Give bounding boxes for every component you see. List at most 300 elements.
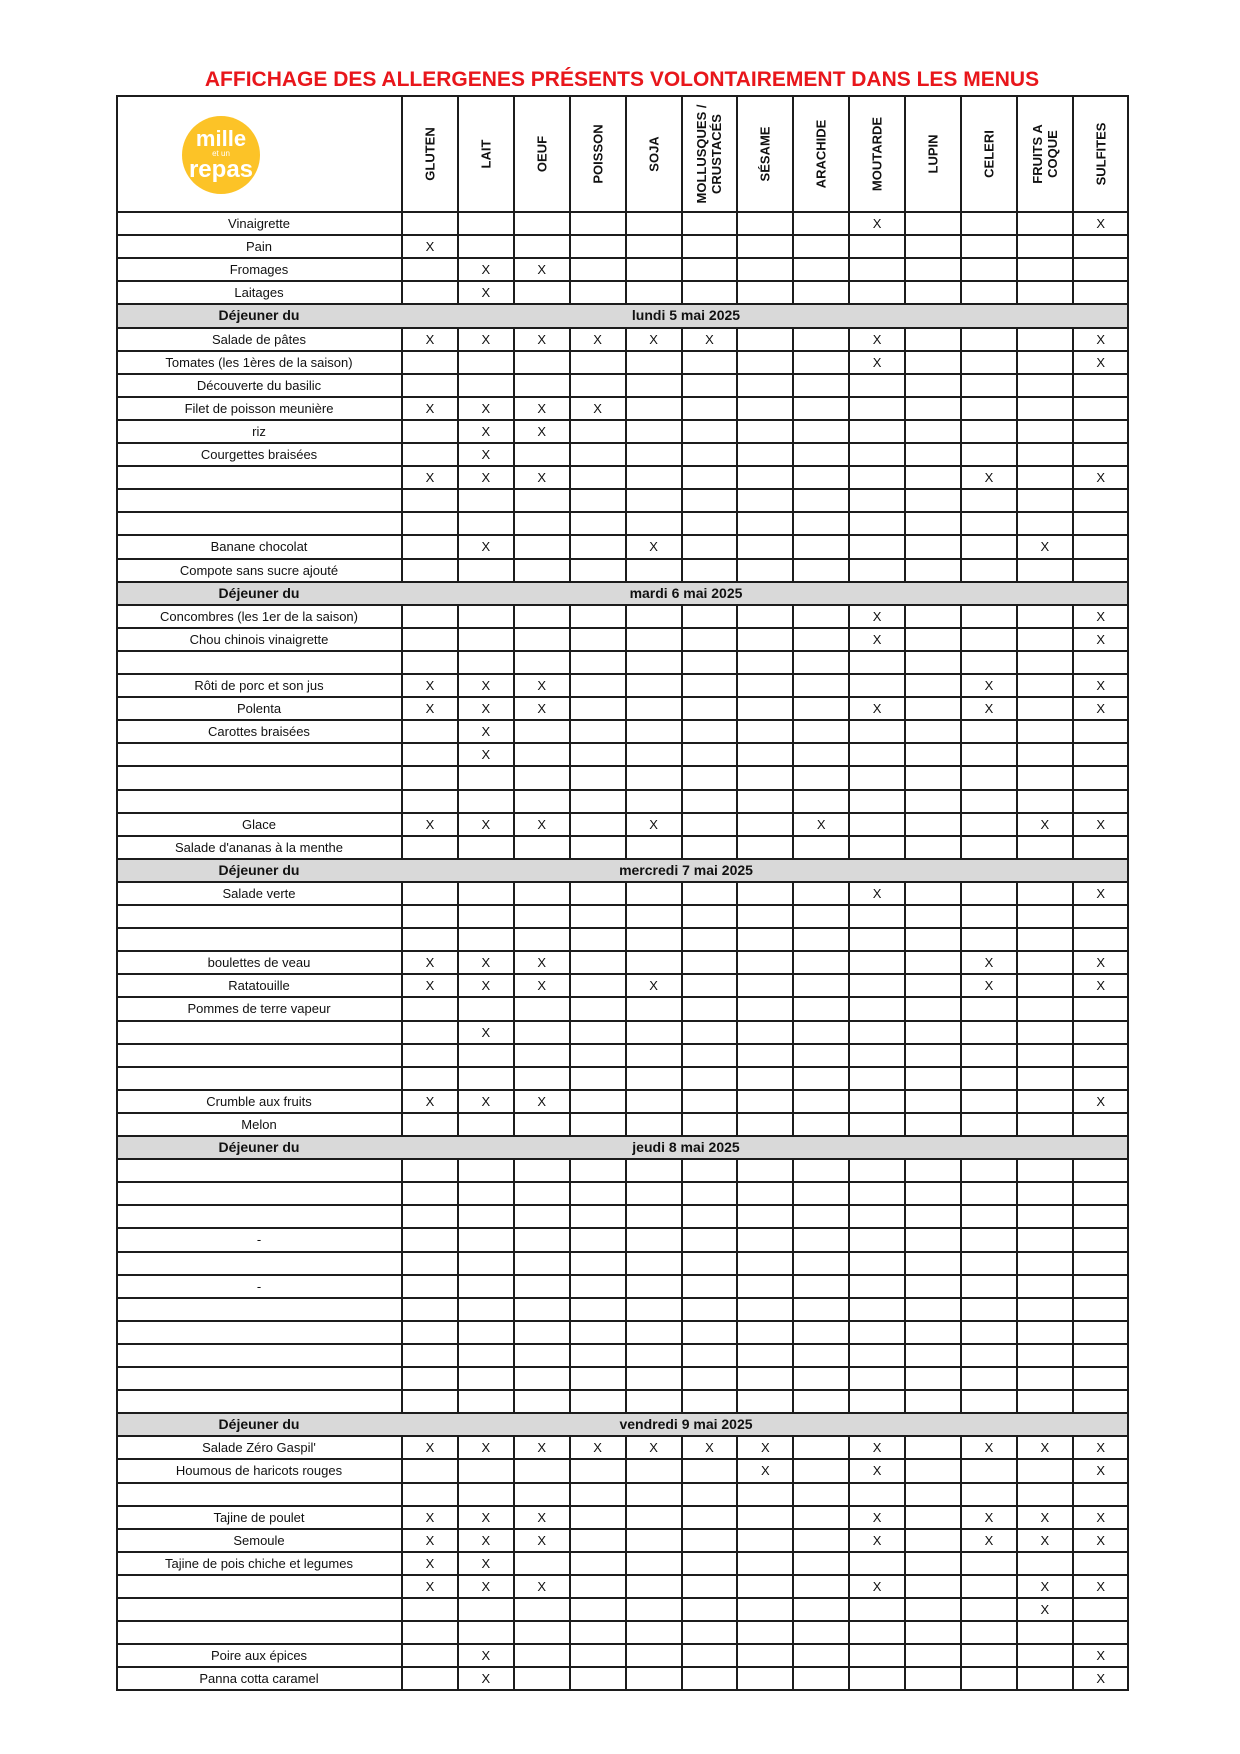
allergen-mark: X <box>1096 631 1106 647</box>
dish-name: Ratatouille <box>228 978 290 994</box>
allergen-mark: X <box>537 816 547 832</box>
day-separator-label: Déjeuner du <box>218 584 300 601</box>
dish-name <box>116 790 402 813</box>
day-separator-label: Déjeuner du <box>218 1416 300 1433</box>
grid-line-v <box>1072 96 1074 304</box>
grid-line-v <box>401 882 403 1136</box>
allergen-mark: X <box>593 331 602 347</box>
grid-line-h <box>116 1043 1129 1045</box>
grid-line-h <box>116 927 1129 929</box>
allergen-mark: X <box>1096 1671 1106 1687</box>
allergen-mark: X <box>481 447 491 462</box>
grid-line-h <box>116 211 1129 213</box>
grid-line-v <box>904 1436 906 1690</box>
allergen-mark: X <box>537 701 547 717</box>
grid-line-v <box>401 1436 403 1690</box>
grid-line-h <box>116 904 1129 906</box>
grid-line-v <box>625 605 627 859</box>
allergen-mark: X <box>1040 1578 1050 1594</box>
grid-line-v <box>904 605 906 859</box>
dish-name: Melon <box>241 1116 277 1132</box>
dish-name <box>116 1205 402 1228</box>
grid-line-v <box>792 328 794 582</box>
allergen-mark: X <box>761 1440 770 1456</box>
allergen-mark: X <box>537 1093 547 1109</box>
grid-line-v <box>792 1436 794 1690</box>
day-separator-label: Déjeuner du <box>218 861 300 878</box>
allergen-mark: X <box>1096 1578 1106 1594</box>
grid-line-h <box>116 1320 1129 1322</box>
grid-line-v <box>960 605 962 859</box>
day-separator-date: mardi 6 mai 2025 <box>629 584 743 601</box>
dish-name: Compote sans sucre ajouté <box>179 562 339 578</box>
allergen-header-label: ARACHIDE <box>813 119 829 189</box>
grid-line-h <box>116 881 1129 883</box>
dish-name: Banane chocolat <box>210 539 308 555</box>
dish-name: Houmous de haricots rouges <box>175 1463 343 1479</box>
allergen-mark: X <box>649 978 658 994</box>
allergen-mark: X <box>481 678 491 693</box>
grid-line-h <box>116 1181 1129 1183</box>
allergen-mark: X <box>1040 539 1050 555</box>
allergen-mark: X <box>537 331 547 347</box>
allergen-mark: X <box>481 1024 491 1040</box>
dish-name: Fromages <box>229 262 289 278</box>
allergen-header-label: FRUITS A COQUE <box>1029 124 1060 184</box>
allergen-mark: X <box>481 1440 491 1456</box>
day-separator-date: vendredi 9 mai 2025 <box>619 1416 753 1433</box>
allergen-mark: X <box>761 1463 770 1479</box>
allergen-header <box>793 96 849 212</box>
allergen-mark: X <box>425 470 435 486</box>
grid-line-v <box>569 1436 571 1690</box>
allergen-header-label: OEUF <box>534 135 550 173</box>
grid-line-h <box>116 1412 1129 1414</box>
grid-line-v <box>457 605 459 859</box>
grid-line-v <box>569 328 571 582</box>
allergen-mark: X <box>872 1532 882 1548</box>
allergen-mark: X <box>537 1440 547 1456</box>
allergen-mark: X <box>481 423 491 439</box>
allergen-mark: X <box>425 978 435 994</box>
grid-line-v <box>792 1159 794 1413</box>
dish-name: Rôti de porc et son jus <box>194 678 324 693</box>
dish-name: - <box>256 1232 262 1248</box>
dish-name: Salade verte <box>222 885 296 901</box>
grid-line-h <box>116 581 1129 583</box>
grid-line-v <box>736 1436 738 1690</box>
mille-et-un-repas-logo <box>182 116 260 194</box>
allergen-mark: X <box>1040 1602 1050 1617</box>
allergen-mark: X <box>481 747 491 763</box>
grid-line-h <box>116 1643 1129 1645</box>
grid-line-v <box>457 882 459 1136</box>
grid-line-h <box>116 95 1129 97</box>
allergen-mark: X <box>872 1578 882 1594</box>
allergen-mark: X <box>1096 216 1106 231</box>
allergen-mark: X <box>649 331 658 347</box>
grid-line-v <box>960 1159 962 1413</box>
grid-line-v <box>736 882 738 1136</box>
allergen-mark: X <box>1040 1509 1050 1525</box>
grid-line-v <box>1127 96 1129 1690</box>
allergen-mark: X <box>1040 1440 1050 1456</box>
allergen-mark: X <box>481 955 491 971</box>
grid-line-h <box>116 1666 1129 1668</box>
allergen-mark: X <box>537 955 547 971</box>
grid-line-h <box>116 973 1129 975</box>
allergen-header-label: CELERI <box>981 130 997 178</box>
dish-name: Pain <box>245 239 273 255</box>
dish-name: Salade de pâtes <box>212 331 306 347</box>
allergen-mark: X <box>537 423 547 439</box>
grid-line-v <box>792 96 794 304</box>
dish-name <box>116 1044 402 1067</box>
dish-name <box>116 1067 402 1090</box>
grid-line-h <box>116 1112 1129 1114</box>
allergen-mark: X <box>537 470 547 486</box>
dish-name: Semoule <box>233 1532 285 1548</box>
grid-line-v <box>1072 1159 1074 1413</box>
dish-name: Découverte du basilic <box>196 377 322 393</box>
grid-line-v <box>848 1159 850 1413</box>
allergen-mark: X <box>1096 1463 1106 1479</box>
dish-name: Tajine de poulet <box>213 1509 305 1525</box>
grid-line-h <box>116 558 1129 560</box>
allergen-header <box>1017 96 1073 212</box>
allergen-mark: X <box>1096 1648 1106 1664</box>
grid-line-v <box>625 1159 627 1413</box>
grid-line-h <box>116 950 1129 952</box>
grid-line-h <box>116 1482 1129 1484</box>
grid-line-h <box>116 257 1129 259</box>
allergen-mark: X <box>1040 816 1050 832</box>
logo-line-1: mille <box>195 126 247 151</box>
allergen-mark: X <box>593 1440 602 1456</box>
grid-line-h <box>116 1343 1129 1345</box>
allergen-mark: X <box>984 1440 994 1456</box>
allergen-mark: X <box>481 1578 491 1594</box>
allergen-mark: X <box>537 400 547 416</box>
dish-name: Crumble aux fruits <box>206 1093 312 1109</box>
dish-name <box>116 928 402 951</box>
logo-line-3: repas <box>188 156 254 183</box>
grid-line-v <box>1016 1159 1018 1413</box>
logo-line-2: et un <box>212 149 230 158</box>
grid-line-h <box>116 627 1129 629</box>
grid-line-h <box>116 1389 1129 1391</box>
allergen-mark: X <box>481 470 491 486</box>
dish-name <box>116 1390 402 1413</box>
allergen-mark: X <box>425 678 435 693</box>
grid-line-v <box>904 96 906 304</box>
grid-line-h <box>116 234 1129 236</box>
grid-line-h <box>116 1158 1129 1160</box>
grid-line-h <box>116 1551 1129 1553</box>
grid-line-h <box>116 465 1129 467</box>
allergen-mark: X <box>1096 678 1106 693</box>
allergen-mark: X <box>481 400 491 416</box>
grid-line-v <box>848 605 850 859</box>
allergen-header <box>402 96 458 212</box>
allergen-mark: X <box>537 978 547 994</box>
allergen-header-label: GLUTEN <box>422 127 438 181</box>
grid-line-h <box>116 765 1129 767</box>
grid-line-h <box>116 673 1129 675</box>
allergen-mark: X <box>425 816 435 832</box>
allergen-header-label: SÉSAME <box>757 126 773 182</box>
dish-name <box>116 1252 402 1275</box>
grid-line-h <box>116 511 1129 513</box>
grid-line-h <box>116 1574 1129 1576</box>
grid-line-v <box>681 1436 683 1690</box>
grid-line-h <box>116 303 1129 305</box>
grid-line-h <box>116 1251 1129 1253</box>
grid-line-v <box>792 882 794 1136</box>
grid-line-v <box>569 882 571 1136</box>
grid-line-v <box>625 882 627 1136</box>
grid-line-h <box>116 1689 1129 1691</box>
grid-line-v <box>569 605 571 859</box>
dish-name <box>116 1367 402 1390</box>
allergen-mark: X <box>481 1648 491 1664</box>
grid-line-h <box>116 1458 1129 1460</box>
grid-line-v <box>681 328 683 582</box>
allergen-mark: X <box>481 816 491 832</box>
grid-line-v <box>401 605 403 859</box>
dish-name: - <box>256 1278 262 1294</box>
allergen-mark: X <box>425 400 435 416</box>
grid-line-h <box>116 1435 1129 1437</box>
grid-line-v <box>513 96 515 304</box>
allergen-header <box>905 96 961 212</box>
dish-name <box>116 1159 402 1182</box>
allergen-header-label: SOJA <box>646 136 662 172</box>
allergen-mark: X <box>984 978 994 994</box>
dish-name: Tomates (les 1ères de la saison) <box>165 354 353 370</box>
grid-line-h <box>116 696 1129 698</box>
allergen-mark: X <box>1096 354 1106 370</box>
grid-line-h <box>116 327 1129 329</box>
grid-line-h <box>116 373 1129 375</box>
allergen-mark: X <box>1096 1509 1106 1525</box>
allergen-table <box>116 96 1129 1699</box>
allergen-mark: X <box>872 354 882 370</box>
grid-line-v <box>1072 328 1074 582</box>
grid-line-h <box>116 350 1129 352</box>
grid-line-h <box>116 1274 1129 1276</box>
allergen-header <box>514 96 570 212</box>
grid-line-h <box>116 1066 1129 1068</box>
grid-line-h <box>116 858 1129 860</box>
allergen-header <box>458 96 514 212</box>
day-separator-label: Déjeuner du <box>218 307 300 324</box>
grid-line-h <box>116 835 1129 837</box>
allergen-mark: X <box>872 608 882 624</box>
grid-line-v <box>513 328 515 582</box>
grid-line-h <box>116 1620 1129 1622</box>
allergen-mark: X <box>816 816 826 832</box>
dish-name: Filet de poisson meunière <box>184 400 334 416</box>
grid-line-h <box>116 1204 1129 1206</box>
grid-line-v <box>625 1436 627 1690</box>
grid-line-v <box>457 96 459 304</box>
grid-line-v <box>736 605 738 859</box>
allergen-mark: X <box>1096 955 1106 971</box>
grid-line-v <box>904 1159 906 1413</box>
dish-name <box>116 1321 402 1344</box>
allergen-mark: X <box>872 1440 882 1456</box>
dish-name <box>116 1575 402 1598</box>
allergen-mark: X <box>481 1532 491 1548</box>
allergen-header-label: POISSON <box>590 124 606 184</box>
allergen-header-label: LAIT <box>478 139 494 169</box>
allergen-mark: X <box>1096 1440 1106 1456</box>
dish-name: Tajine de pois chiche et legumes <box>165 1555 353 1571</box>
grid-line-h <box>116 280 1129 282</box>
grid-line-h <box>116 1297 1129 1299</box>
grid-line-v <box>681 882 683 1136</box>
allergen-header-label: LUPIN <box>925 134 941 174</box>
allergen-mark: X <box>1096 978 1106 994</box>
grid-line-v <box>681 96 683 304</box>
grid-line-v <box>401 328 403 582</box>
grid-line-v <box>904 882 906 1136</box>
grid-line-h <box>116 1135 1129 1137</box>
allergen-mark: X <box>1096 331 1106 347</box>
allergen-header <box>570 96 626 212</box>
grid-line-v <box>457 1436 459 1690</box>
grid-line-h <box>116 789 1129 791</box>
dish-name <box>116 905 402 928</box>
grid-line-h <box>116 396 1129 398</box>
dish-name <box>116 1483 402 1506</box>
grid-line-v <box>1072 605 1074 859</box>
allergen-mark: X <box>537 262 547 278</box>
dish-name: Poire aux épices <box>210 1648 308 1664</box>
dish-name <box>116 766 402 789</box>
grid-line-v <box>1016 605 1018 859</box>
allergen-mark: X <box>481 1555 491 1571</box>
grid-line-v <box>960 96 962 304</box>
grid-line-v <box>625 96 627 304</box>
grid-line-v <box>457 1159 459 1413</box>
allergen-mark: X <box>537 1532 547 1548</box>
grid-line-h <box>116 1597 1129 1599</box>
grid-line-h <box>116 650 1129 652</box>
allergen-mark: X <box>481 539 491 555</box>
day-separator-label: Déjeuner du <box>218 1139 300 1155</box>
allergen-mark: X <box>481 978 491 994</box>
allergen-mark: X <box>984 701 994 717</box>
dish-name: Chou chinois vinaigrette <box>189 631 329 647</box>
dish-name: Polenta <box>236 701 282 717</box>
allergen-mark: X <box>984 678 994 693</box>
allergen-mark: X <box>425 1555 435 1571</box>
grid-line-v <box>848 96 850 304</box>
grid-line-v <box>904 328 906 582</box>
allergen-mark: X <box>425 1532 435 1548</box>
dish-name <box>116 1298 402 1321</box>
allergen-mark: X <box>649 1440 658 1456</box>
allergen-mark: X <box>481 285 491 301</box>
allergen-mark: X <box>537 1509 547 1525</box>
allergen-header <box>961 96 1017 212</box>
grid-line-h <box>116 534 1129 536</box>
dish-name <box>116 651 402 674</box>
grid-line-h <box>116 812 1129 814</box>
allergen-mark: X <box>984 955 994 971</box>
dish-name: riz <box>252 423 266 439</box>
grid-line-h <box>116 1505 1129 1507</box>
dish-name <box>116 489 402 512</box>
grid-line-v <box>401 96 403 304</box>
allergen-mark: X <box>481 701 491 717</box>
grid-line-v <box>736 96 738 304</box>
grid-line-v <box>848 882 850 1136</box>
dish-name: Vinaigrette <box>228 216 290 231</box>
dish-name: Concombres (les 1er de la saison) <box>160 608 358 624</box>
grid-line-v <box>681 605 683 859</box>
dish-name: Laitages <box>234 285 284 301</box>
allergen-header <box>1073 96 1129 212</box>
grid-line-v <box>736 1159 738 1413</box>
dish-name: Carottes braisées <box>208 724 310 740</box>
allergen-mark: X <box>537 678 547 693</box>
dish-name: Courgettes braisées <box>200 447 318 462</box>
grid-line-v <box>1016 96 1018 304</box>
dish-name: Glace <box>242 816 276 832</box>
allergen-mark: X <box>872 1509 882 1525</box>
allergen-mark: X <box>481 1093 491 1109</box>
grid-line-v <box>960 1436 962 1690</box>
dish-name: Salade d'ananas à la menthe <box>175 839 343 855</box>
grid-line-h <box>116 1089 1129 1091</box>
grid-line-v <box>736 328 738 582</box>
allergen-mark: X <box>481 1671 491 1687</box>
allergen-mark: X <box>872 631 882 647</box>
allergen-mark: X <box>425 1093 435 1109</box>
allergen-mark: X <box>872 216 882 231</box>
dish-name <box>116 1021 402 1044</box>
day-separator-date: jeudi 8 mai 2025 <box>632 1139 740 1155</box>
grid-line-h <box>116 719 1129 721</box>
grid-line-h <box>116 419 1129 421</box>
day-separator-date: mercredi 7 mai 2025 <box>619 861 753 878</box>
dish-name <box>116 1182 402 1205</box>
allergen-mark: X <box>872 885 882 901</box>
allergen-mark: X <box>1096 816 1106 832</box>
allergen-mark: X <box>1096 1532 1106 1548</box>
grid-line-v <box>401 1159 403 1413</box>
grid-line-v <box>848 328 850 582</box>
allergen-mark: X <box>537 1578 547 1594</box>
allergen-mark: X <box>481 331 491 347</box>
grid-line-v <box>1072 882 1074 1136</box>
allergen-header <box>626 96 682 212</box>
grid-line-v <box>625 328 627 582</box>
allergen-mark: X <box>481 1509 491 1525</box>
grid-line-v <box>116 96 118 1690</box>
grid-line-v <box>960 328 962 582</box>
grid-line-h <box>116 1227 1129 1229</box>
allergen-mark: X <box>872 331 882 347</box>
dish-name <box>116 1344 402 1367</box>
grid-line-h <box>116 604 1129 606</box>
grid-line-v <box>569 1159 571 1413</box>
allergen-mark: X <box>705 1440 714 1456</box>
allergen-mark: X <box>649 539 658 555</box>
